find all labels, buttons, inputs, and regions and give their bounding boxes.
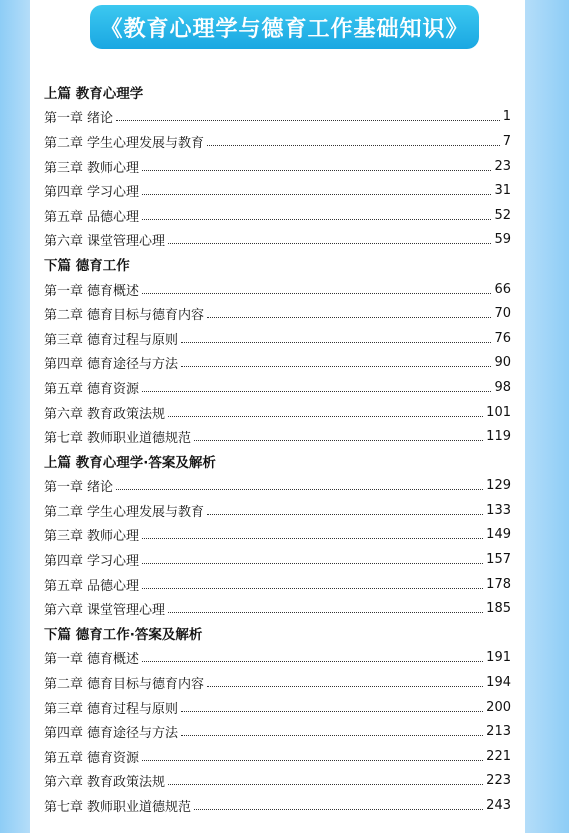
table-of-contents <box>44 80 511 818</box>
dot-leader <box>116 489 483 490</box>
chapter-title: 学生心理发展与教育 <box>87 504 205 520</box>
page-number: 157 <box>486 552 511 568</box>
page-number: 90 <box>494 355 511 371</box>
toc-entry <box>44 744 511 769</box>
chapter-number: 第四章 <box>44 554 84 570</box>
chapter-title: 课堂管理心理 <box>87 234 166 250</box>
page-number: 178 <box>486 576 511 592</box>
chapter-title: 德育途径与方法 <box>87 357 179 373</box>
dot-leader <box>168 416 483 417</box>
chapter-number: 第四章 <box>44 726 84 742</box>
chapter-title: 课堂管理心理 <box>87 603 166 619</box>
dot-leader <box>168 612 483 613</box>
chapter-number: 第六章 <box>44 406 84 422</box>
chapter-title: 德育目标与德育内容 <box>87 677 205 693</box>
toc-entry <box>44 424 511 449</box>
chapter-number: 第四章 <box>44 357 84 373</box>
chapter-number: 第三章 <box>44 529 84 545</box>
chapter-title: 绪论 <box>87 111 114 127</box>
left-border <box>0 0 30 833</box>
toc-entry <box>44 326 511 351</box>
right-border <box>525 0 569 833</box>
toc-entry <box>44 351 511 376</box>
page-number: 200 <box>486 699 511 715</box>
dot-leader <box>116 120 500 121</box>
title-banner <box>90 5 479 49</box>
chapter-title: 学生心理发展与教育 <box>87 135 205 151</box>
dot-leader <box>207 145 500 146</box>
section-heading: 下篇 德育工作 <box>44 258 130 275</box>
dot-leader <box>168 784 483 785</box>
page-number: 23 <box>494 158 511 174</box>
dot-leader <box>181 735 483 736</box>
page-number: 133 <box>486 502 511 518</box>
page-number: 129 <box>486 478 511 494</box>
chapter-title: 德育过程与原则 <box>87 332 179 348</box>
dot-leader <box>168 243 491 244</box>
page-number: 76 <box>494 330 511 346</box>
dot-leader <box>181 711 483 712</box>
chapter-number: 第四章 <box>44 185 84 201</box>
chapter-number: 第一章 <box>44 480 84 496</box>
chapter-title: 教师职业道德规范 <box>87 800 192 816</box>
page-number: 223 <box>486 773 511 789</box>
dot-leader <box>207 514 483 515</box>
toc-entry <box>44 769 511 794</box>
chapter-title: 教师心理 <box>87 160 140 176</box>
dot-leader <box>142 194 491 195</box>
dot-leader <box>142 588 483 589</box>
page-number: 59 <box>494 232 511 248</box>
toc-entry <box>44 301 511 326</box>
chapter-number: 第七章 <box>44 431 84 447</box>
chapter-number: 第五章 <box>44 578 84 594</box>
page-number: 70 <box>494 306 511 322</box>
chapter-number: 第三章 <box>44 332 84 348</box>
toc-entry <box>44 695 511 720</box>
book-title: 《教育心理学与德育工作基础知识》 <box>100 16 469 42</box>
toc-entry <box>44 498 511 523</box>
chapter-number: 第一章 <box>44 652 84 668</box>
dot-leader <box>194 440 483 441</box>
page-number: 119 <box>486 429 511 445</box>
chapter-title: 品德心理 <box>87 209 140 225</box>
page-number: 31 <box>494 183 511 199</box>
chapter-number: 第三章 <box>44 701 84 717</box>
toc-entry <box>44 400 511 425</box>
dot-leader <box>142 538 483 539</box>
toc-entry <box>44 474 511 499</box>
chapter-title: 德育途径与方法 <box>87 726 179 742</box>
chapter-number: 第六章 <box>44 603 84 619</box>
chapter-title: 德育概述 <box>87 283 140 299</box>
toc-entry <box>44 793 511 818</box>
dot-leader <box>142 563 483 564</box>
chapter-number: 第二章 <box>44 308 84 324</box>
chapter-title: 德育过程与原则 <box>87 701 179 717</box>
toc-entry <box>44 646 511 671</box>
chapter-number: 第七章 <box>44 800 84 816</box>
chapter-number: 第二章 <box>44 135 84 151</box>
toc-entry <box>44 154 511 179</box>
toc-entry <box>44 375 511 400</box>
dot-leader <box>142 219 491 220</box>
chapter-number: 第三章 <box>44 160 84 176</box>
chapter-title: 教师心理 <box>87 529 140 545</box>
page-number: 194 <box>486 675 511 691</box>
chapter-number: 第六章 <box>44 234 84 250</box>
page-number: 52 <box>494 207 511 223</box>
dot-leader <box>194 809 483 810</box>
page-number: 66 <box>494 281 511 297</box>
section-heading: 下篇 德育工作·答案及解析 <box>44 627 203 644</box>
chapter-title: 学习心理 <box>87 554 140 570</box>
dot-leader <box>181 366 491 367</box>
toc-entry <box>44 547 511 572</box>
toc-entry <box>44 105 511 130</box>
dot-leader <box>142 661 483 662</box>
chapter-title: 绪论 <box>87 480 114 496</box>
chapter-title: 德育目标与德育内容 <box>87 308 205 324</box>
dot-leader <box>142 293 491 294</box>
page-number: 243 <box>486 798 511 814</box>
chapter-number: 第六章 <box>44 775 84 791</box>
chapter-title: 德育概述 <box>87 652 140 668</box>
page-number: 221 <box>486 748 511 764</box>
toc-entry <box>44 277 511 302</box>
page-number: 1 <box>502 109 511 125</box>
dot-leader <box>207 317 491 318</box>
chapter-number: 第二章 <box>44 677 84 693</box>
chapter-number: 第一章 <box>44 283 84 299</box>
toc-entry <box>44 228 511 253</box>
page-number: 191 <box>486 650 511 666</box>
toc-entry <box>44 670 511 695</box>
toc-entry <box>44 178 511 203</box>
dot-leader <box>207 686 483 687</box>
chapter-number: 第五章 <box>44 209 84 225</box>
chapter-title: 学习心理 <box>87 185 140 201</box>
page-number: 101 <box>486 404 511 420</box>
section-heading: 上篇 教育心理学·答案及解析 <box>44 455 216 472</box>
chapter-number: 第五章 <box>44 381 84 397</box>
page-number: 98 <box>494 379 511 395</box>
dot-leader <box>142 170 491 171</box>
toc-entry <box>44 719 511 744</box>
toc-entry <box>44 203 511 228</box>
toc-entry <box>44 129 511 154</box>
dot-leader <box>181 342 491 343</box>
chapter-number: 第五章 <box>44 750 84 766</box>
page-number: 185 <box>486 601 511 617</box>
chapter-title: 德育资源 <box>87 750 140 766</box>
page-number: 149 <box>486 527 511 543</box>
dot-leader <box>142 391 491 392</box>
section-heading: 上篇 教育心理学 <box>44 86 144 103</box>
chapter-title: 品德心理 <box>87 578 140 594</box>
toc-entry <box>44 523 511 548</box>
toc-entry <box>44 596 511 621</box>
chapter-number: 第一章 <box>44 111 84 127</box>
page-number: 7 <box>502 133 511 149</box>
dot-leader <box>142 760 483 761</box>
chapter-title: 教师职业道德规范 <box>87 431 192 447</box>
chapter-number: 第二章 <box>44 504 84 520</box>
chapter-title: 教育政策法规 <box>87 406 166 422</box>
page-number: 213 <box>486 724 511 740</box>
chapter-title: 教育政策法规 <box>87 775 166 791</box>
chapter-title: 德育资源 <box>87 381 140 397</box>
toc-entry <box>44 572 511 597</box>
